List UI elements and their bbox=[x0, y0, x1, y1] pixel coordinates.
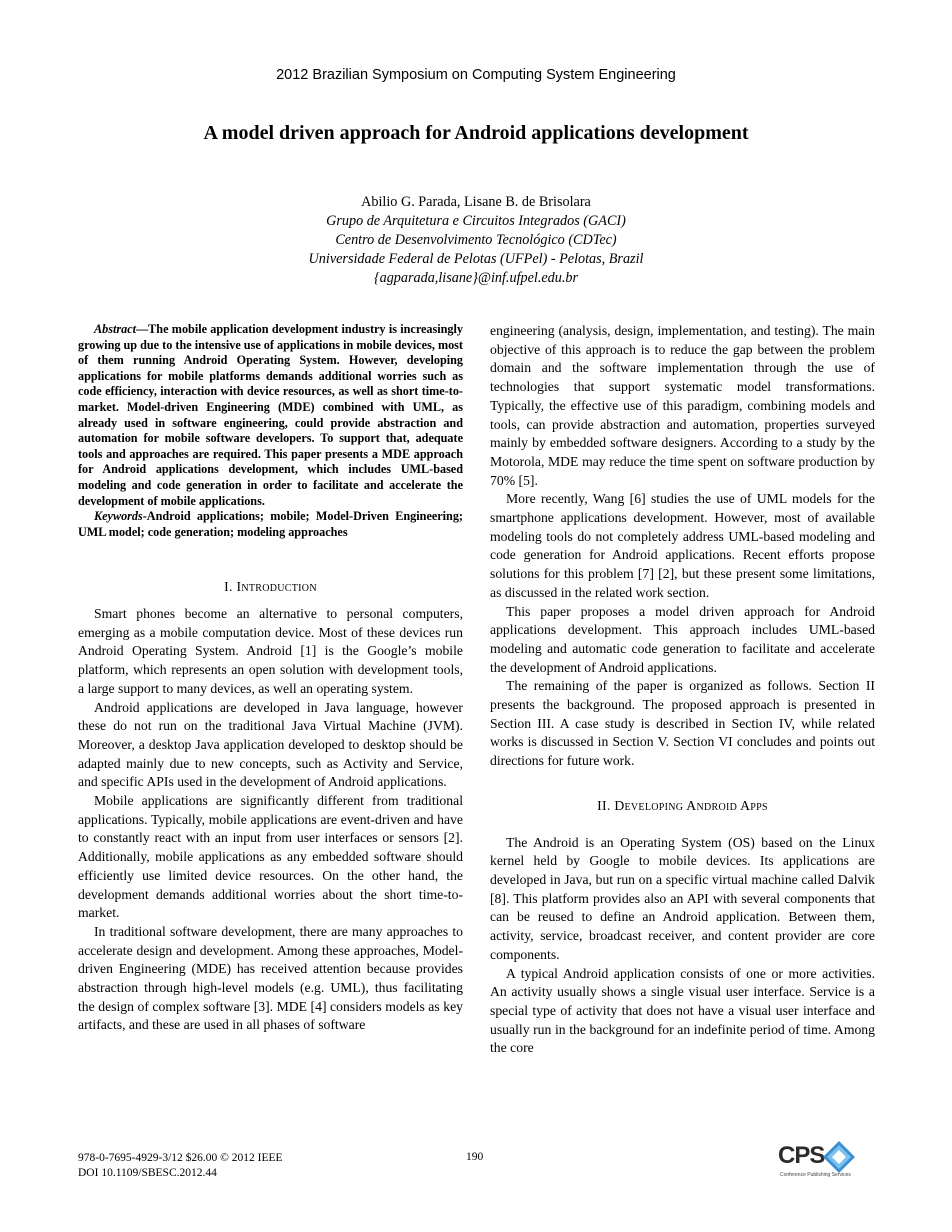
section-number: I. bbox=[224, 579, 233, 595]
paragraph: Smart phones become an alternative to personal computers, emerging as a mobile computation device. Most of these devices run Android Operating System. Android [1] is the Google’s mobile platform, which represents an open solution with development tools, a large support to many devices, as well an operating system. bbox=[78, 606, 463, 696]
paragraph: Mobile applications are significantly different from traditional applications. Typically, mobile applications are event-driven and have to constantly react with an input from user interfaces or sensors [2]. Additionally, mobile applications as any embedded software should efficiently use limited device resources. On the other hand, the development demands additional worries about the short time-to-market. bbox=[78, 793, 463, 921]
abstract-text: —The mobile application development industry is increasingly growing up due to the intensive use of applications in mobile devices, most of them running Android Operating System. However, developing applications for mobile platforms demands additional worries such as code efficiency, interaction with device resources, as well as short time-to-market. Model-driven Engineering (MDE) combined with UML, as already used in software engineering, could provide abstraction and automation for mobile software developers. To support that, adequate tools and approaches are required. This paper presents a MDE approach for Android applications development, which includes UML-based modeling and code generation in order to facilitate and accelerate the development of mobile applications. bbox=[78, 322, 463, 508]
right-column bbox=[490, 322, 875, 1058]
section-number: II. bbox=[597, 797, 611, 813]
abstract-lead: Abstract bbox=[94, 322, 136, 336]
affiliation-3: Universidade Federal de Pelotas (UFPel) - Pelotas, Brazil bbox=[308, 251, 644, 267]
paragraph: engineering (analysis, design, implementation, and testing). The main objective of this approach is to reduce the gap between the problem domain and the software implementation through the use of technologies that support systematic model transformations. Typically, the effective use of this paradigm, combining models and tools, can provide abstraction and automation, properties surveyed mainly by embedded software designers. According to a study by the Motorola, MDE may reduce the time spent on software production by 70% [5]. bbox=[490, 323, 875, 488]
section-title: Introduction bbox=[236, 579, 317, 595]
author-names: Abilio G. Parada, Lisane B. de Brisolara bbox=[361, 194, 591, 210]
keywords bbox=[78, 509, 463, 540]
page-number: 190 bbox=[466, 1151, 484, 1163]
keywords-lead: Keywords bbox=[94, 509, 143, 524]
author-block bbox=[0, 193, 952, 288]
keywords-text: -Android applications; mobile; Model-Driven Engineering; UML model; code generation; modeling approaches bbox=[78, 509, 463, 539]
left-column bbox=[78, 322, 463, 1035]
paragraph: A typical Android application consists of one or more activities. An activity usually shows a single visual user interface. Service is a special type of activity that does not have a visual user interface and usually run in the background for an indefinite period of time. Among the core bbox=[490, 965, 875, 1056]
paper-title: A model driven approach for Android applications development bbox=[203, 122, 749, 144]
footer-isbn: 978-0-7695-4929-3/12 $26.00 © 2012 IEEE bbox=[78, 1152, 283, 1164]
affiliation-1: Grupo de Arquitetura e Circuitos Integrados (GACI) bbox=[326, 213, 626, 229]
section-title: Developing Android Apps bbox=[614, 797, 768, 813]
section-heading-developing-android-apps bbox=[490, 797, 875, 816]
abstract bbox=[78, 322, 463, 509]
section-heading-introduction bbox=[78, 578, 463, 597]
paragraph: More recently, Wang [6] studies the use of UML models for the smartphone applications development. However, most of available modeling tools do not completely address UML-based modeling and code generation for Android applications. Recent efforts propose solutions for this problem [7] [2], but these present some limitations, as discussed in the related work section. bbox=[490, 491, 875, 600]
footer-publication-info bbox=[78, 1151, 283, 1181]
paragraph: In traditional software development, there are many approaches to accelerate design and development. Among these approaches, Model-driven Engineering (MDE) has received attention because provides abstraction through high-level models (e.g. UML), thus facilitating the design of complex software [3]. MDE [4] considers models as key artifacts, and these are used in all phases of software bbox=[78, 923, 463, 1033]
paragraph: The Android is an Operating System (OS) based on the Linux kernel held by Google to mobile devices. Its applications are developed in Java, but run on a specific virtual machine called Dalvik [8]. This platform provides also an API with several components that can be reused to define an Android application. Between them, activity, service, broadcast receiver, and content provider are core components. bbox=[490, 834, 875, 962]
affiliation-2: Centro de Desenvolvimento Tecnológico (CDTec) bbox=[335, 232, 617, 248]
paragraph: Android applications are developed in Java language, however these do not run on the traditional Java Virtual Machine (JVM). Moreover, a desktop Java application developed to desktop should be adapted mainly due to new concepts, such as Activity and Service, and specific APIs used in the development of Android applications. bbox=[78, 699, 463, 790]
author-email: {agparada,lisane}@inf.ufpel.edu.br bbox=[373, 270, 579, 286]
footer-doi: DOI 10.1109/SBESC.2012.44 bbox=[78, 1167, 217, 1179]
conference-header: 2012 Brazilian Symposium on Computing System Engineering bbox=[276, 67, 676, 83]
cps-diamond-icon bbox=[822, 1140, 856, 1174]
cps-logo-subtitle: Conference Publishing Services bbox=[780, 1172, 851, 1178]
cps-logo bbox=[778, 1140, 858, 1184]
paragraph: The remaining of the paper is organized as follows. Section II presents the background. The proposed approach is presented in Section III. A case study is described in Section IV, while related works is discussed in Section V. Section VI concludes and points out directions for future work. bbox=[490, 678, 875, 769]
cps-logo-text: CPS bbox=[778, 1142, 825, 1169]
paragraph: This paper proposes a model driven approach for Android applications development. This approach includes UML-based modeling and automatic code generation to facilitate and accelerate the development of Android applications. bbox=[490, 603, 875, 675]
